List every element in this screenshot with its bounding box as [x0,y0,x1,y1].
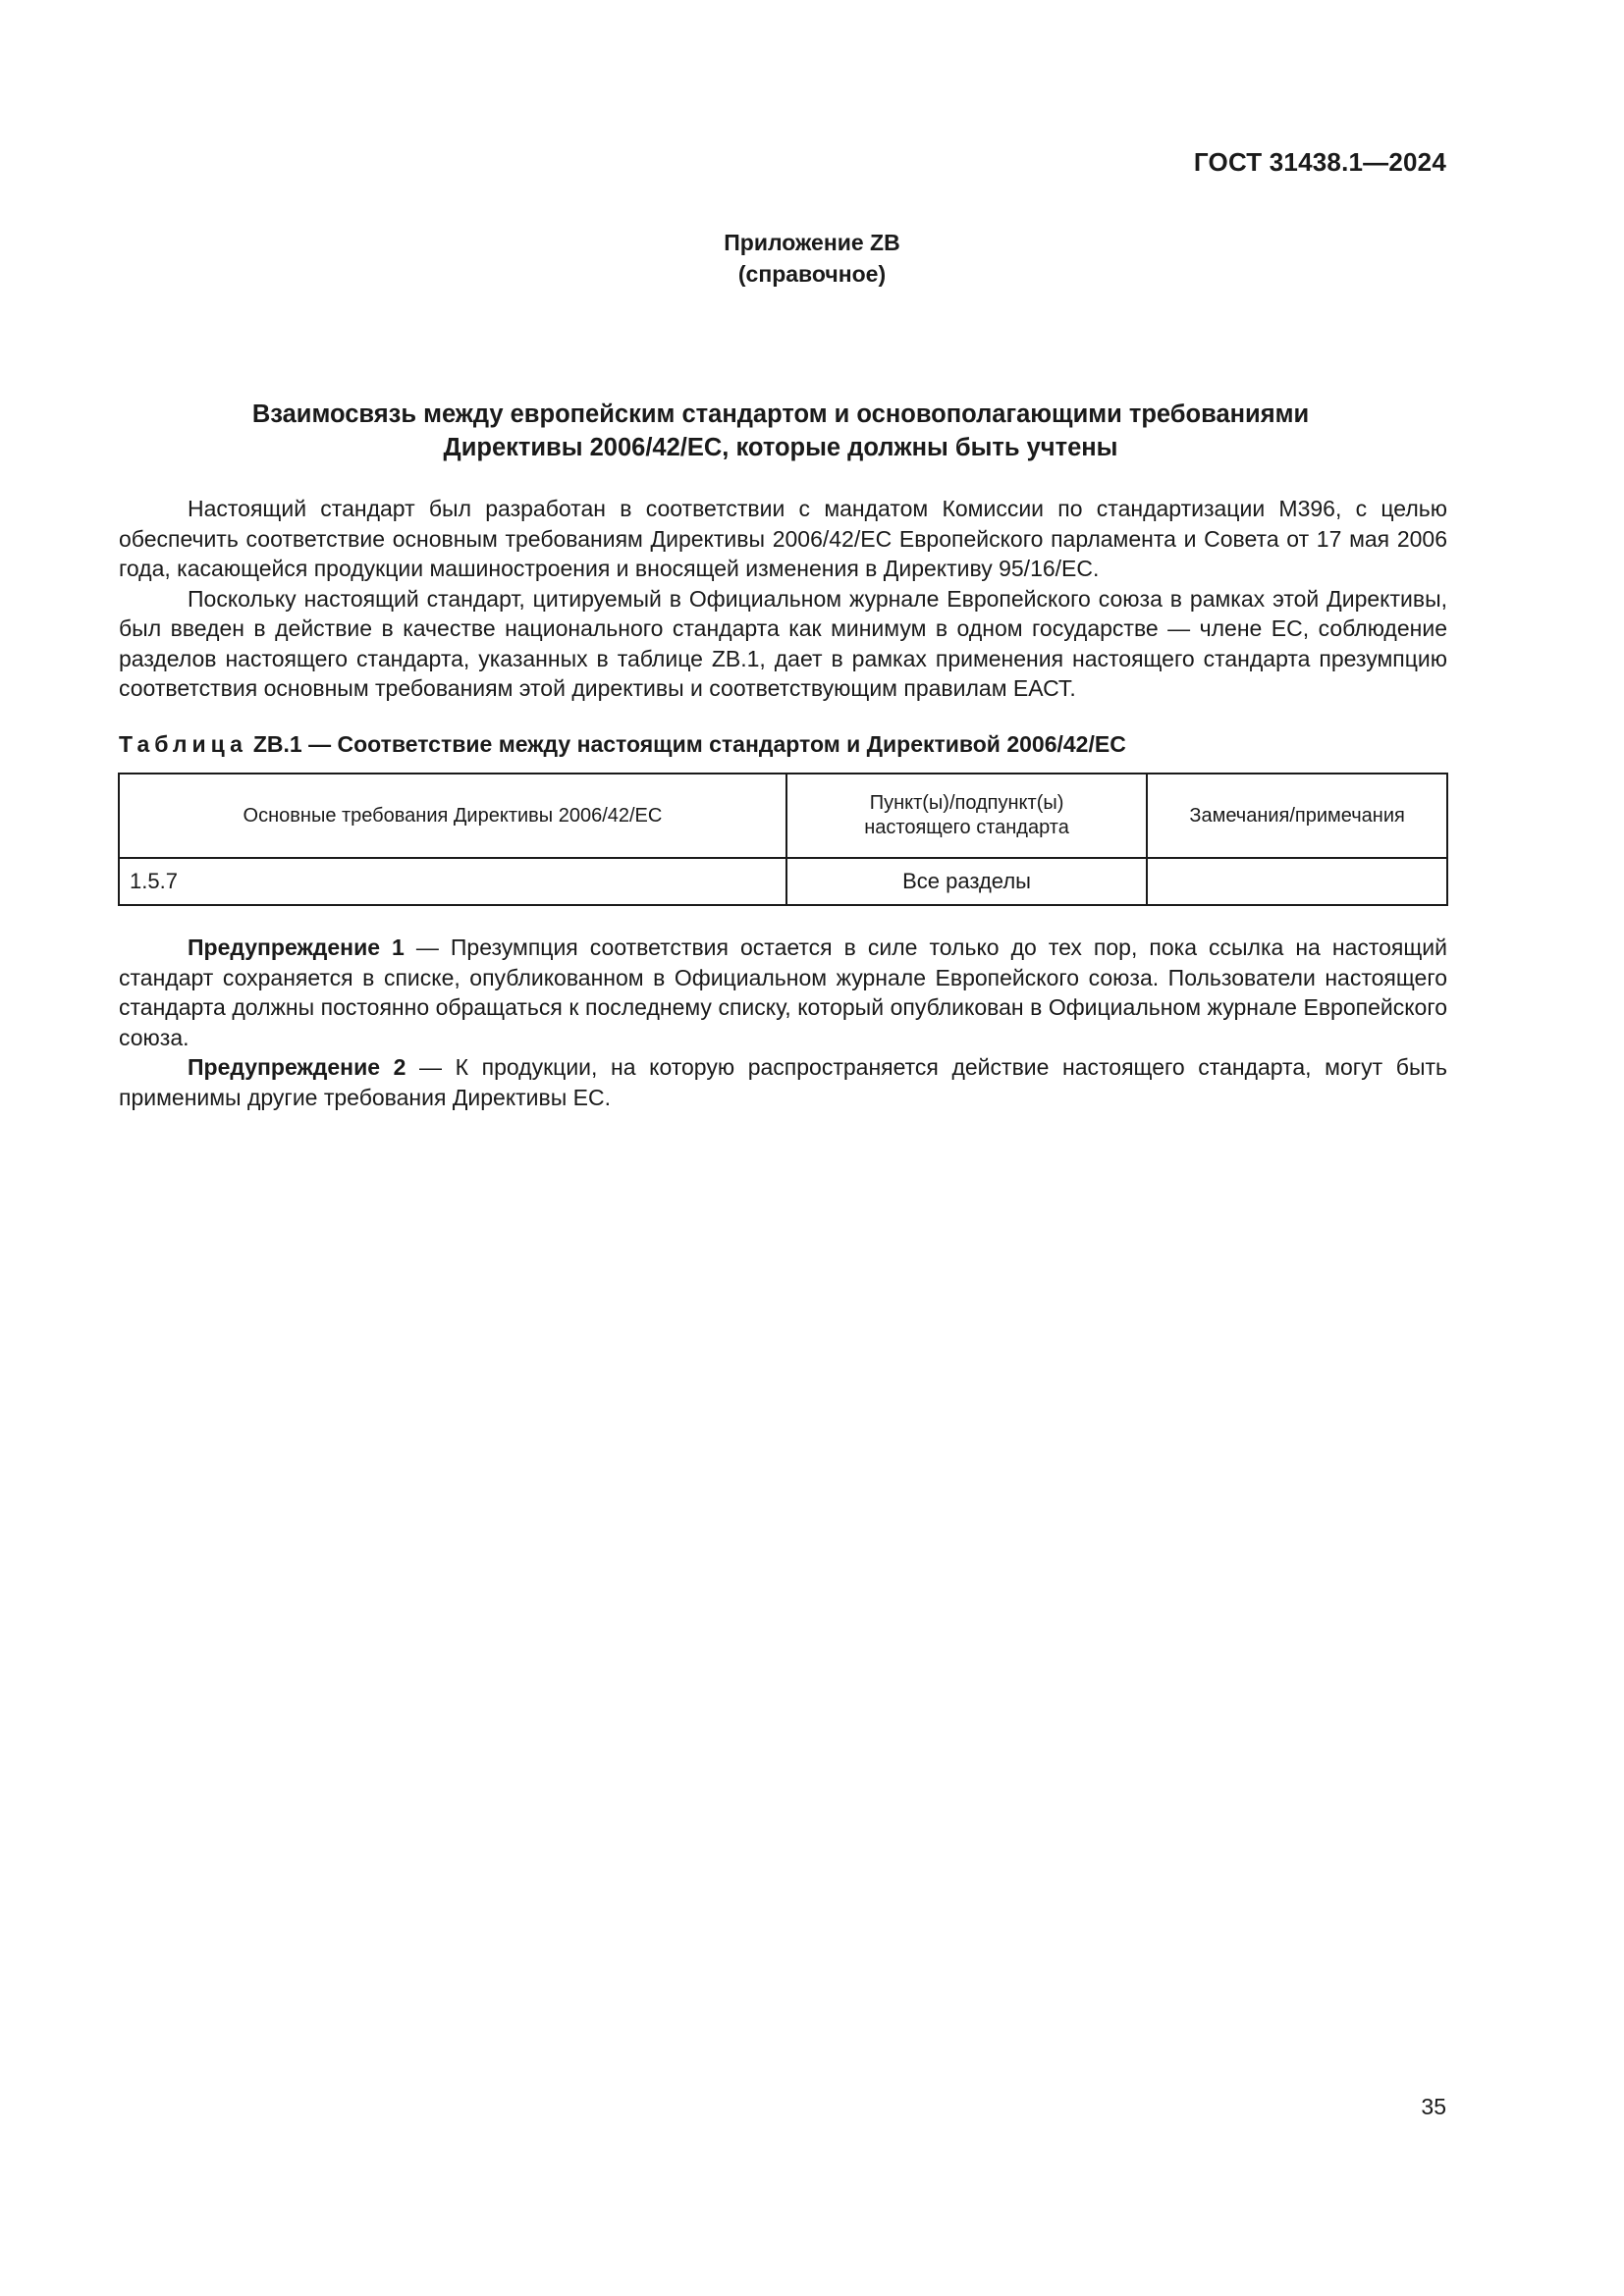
correspondence-table [118,773,1448,906]
table-caption [119,731,1126,758]
intro-section [119,494,1447,704]
cell-clauses: Все разделы [786,858,1147,905]
warning-1-text: — Презумпция соответствия остается в силе только до тех пор, пока ссылка на настоящий стандарт сохраняется в списке, опубликованном в Официальном журнале Европейского союза. Пользователи настоящего стандарта должны постоянно обращаться к последнему списку, который опубликован в Официальном журнале Европейского союза. [119,934,1448,1050]
warnings-section [119,933,1447,1112]
header-requirements: Основные требования Директивы 2006/42/ЕС [119,774,786,858]
annex-title [157,398,1404,464]
document-code: ГОСТ 31438.1—2024 [1193,147,1446,177]
table-header-row [119,774,1447,858]
page-number: 35 [1421,2094,1446,2119]
table-caption-prefix: Таблица [119,731,247,757]
header-clauses [786,774,1147,858]
header-remarks: Замечания/примечания [1147,774,1447,858]
cell-remarks [1147,858,1447,905]
intro-paragraph-1: Настоящий стандарт был разработан в соответствии с мандатом Комиссии по стандартизации M396, с целью обеспечить соответствие основным требованиям Директивы 2006/42/ЕС Европейского парламента и Совета от 17 мая 2006 года, касающейся продукции машиностроения и вносящей изменения в Директиву 95/16/ЕС. [119,496,1447,581]
table-caption-text: ZB.1 — Соответствие между настоящим стандартом и Директивой 2006/42/ЕС [252,731,1126,757]
annex-title-line-2: Директивы 2006/42/ЕС, которые должны быть учтены [443,434,1118,461]
intro-paragraph-2: Поскольку настоящий стандарт, цитируемый в Официальном журнале Европейского союза в рамках этой Директивы, был введен в действие в качестве национального стандарта как минимум в одном государстве — члене ЕС, соблюдение разделов настоящего стандарта, указанных в таблице ZB.1, дает в рамках применения настоящего стандарта презумпцию соответствия основным требованиям этой директивы и соответствующим правилам ЕАСТ. [119,585,1447,701]
header-clauses-line-2: настоящего стандарта [864,817,1069,838]
annex-label: Приложение ZB [724,230,900,255]
warning-1 [119,933,1447,1052]
cell-requirement: 1.5.7 [119,858,786,905]
annex-title-line-1: Взаимосвязь между европейским стандартом и основополагающими требованиями [251,400,1310,428]
warning-1-label: Предупреждение 1 [188,934,405,960]
header-clauses-line-1: Пункт(ы)/подпункт(ы) [869,792,1064,814]
annex-type: (справочное) [737,261,887,287]
warning-2-text: — К продукции, на которую распространяется действие настоящего стандарта, могут быть применимы другие требования Директивы ЕС. [119,1054,1447,1110]
annex-heading [0,227,1624,290]
table-row [119,858,1447,905]
warning-2-label: Предупреждение 2 [188,1054,406,1080]
warning-2 [119,1052,1447,1112]
